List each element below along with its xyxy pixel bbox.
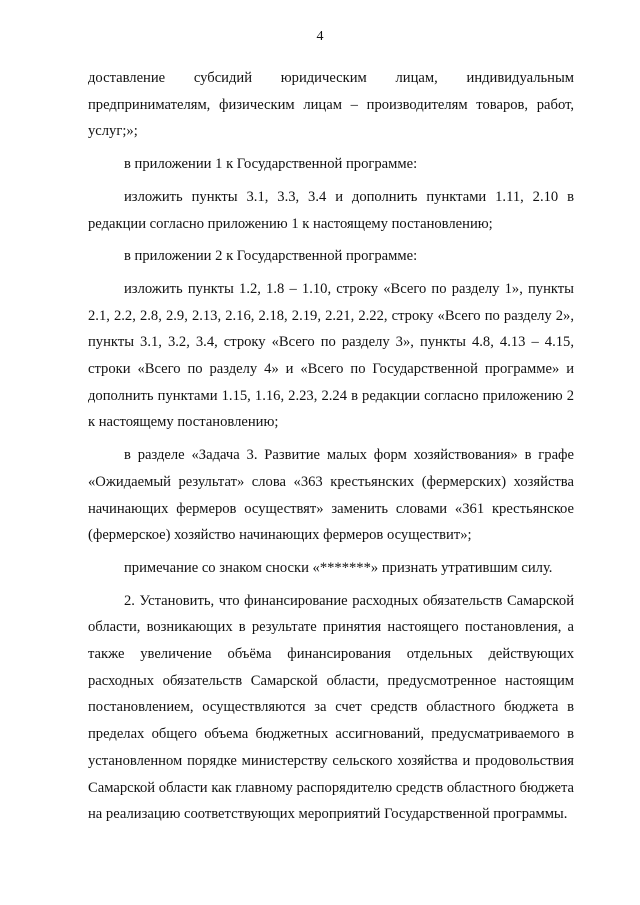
document-body: [88, 65, 574, 828]
paragraph-4: в приложении 2 к Государственной программе:: [124, 248, 418, 265]
paragraph-2: в приложении 1 к Государственной программе:: [124, 156, 418, 173]
paragraph-3: изложить пункты 3.1, 3.3, 3.4 и дополнить пунктами 1.11, 2.10 в редакции согласно приложению 1 к настоящему постановлению;: [88, 188, 574, 232]
page-number: 4: [316, 29, 324, 44]
paragraph-8: 2. Установить, что финансирование расходных обязательств Самарской области, возникающих в результате принятия настоящего постановления, а также увеличение объёма финансирования отдельных действующих расходных обязательств Самарской области, предусмотренное настоящим постановлением, осуществляются за счет средств областного бюджета в пределах общего объема бюджетных ассигнований, предусматриваемого в установленном порядке министерству сельского хозяйства и продовольствия Самарской области как главному распорядителю средств областного бюджета на реализацию соответствующих мероприятий Государственной программы.: [88, 592, 574, 823]
paragraph-7: примечание со знаком сноски «*******» признать утратившим силу.: [124, 559, 553, 576]
paragraph-5: изложить пункты 1.2, 1.8 – 1.10, строку «Всего по разделу 1», пункты 2.1, 2.2, 2.8, 2.9, 2.13, 2.16, 2.18, 2.19, 2.21, 2.22, строку «Всего по разделу 2», пункты 3.1, 3.2, 3.4, строку «Всего по разделу 3», пункты 4.8, 4.13 – 4.15, строки «Всего по разделу 4» и «Всего по Государственной программе» и дополнить пунктами 1.15, 1.16, 2.23, 2.24 в редакции согласно приложению 2 к настоящему постановлению;: [88, 280, 574, 431]
paragraph-6: в разделе «Задача 3. Развитие малых форм хозяйствования» в графе «Ожидаемый результат» слова «363 крестьянских (фермерских) хозяйства начинающих фермеров осуществят» заменить словами «361 крестьянское (фермерское) хозяйство начинающих фермеров осуществит»;: [88, 447, 574, 544]
paragraph-1: доставление субсидий юридическим лицам, индивидуальным предпринимателям, физическим лицам – производителям товаров, работ, услуг;»;: [88, 70, 574, 140]
